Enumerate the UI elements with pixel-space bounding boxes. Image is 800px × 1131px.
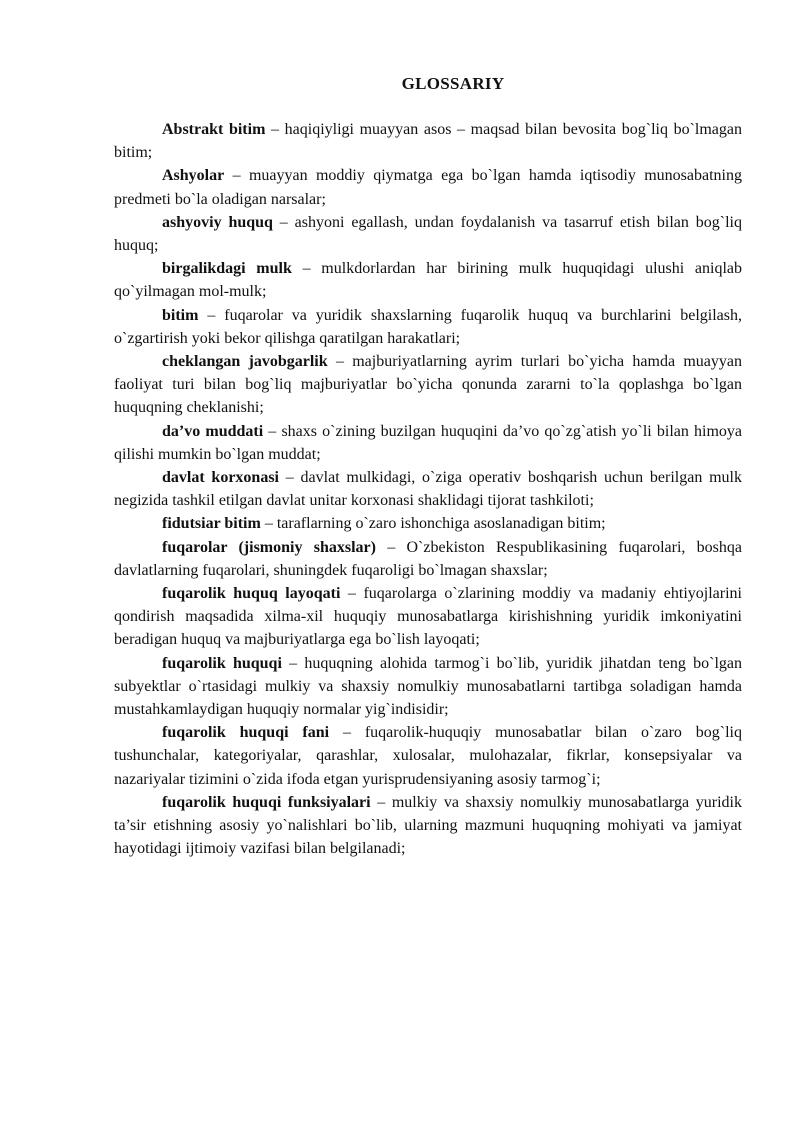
- glossary-definition: – mulkiy va shaxsiy nomulkiy munosabatlarga yuridik ta’sir etishning asosiy yo`nalishlari bo`lib, ularning mazmuni huquqning mohiyati va jamiyat hayotidagi ijtimoiy vazifasi bilan belgilanadi;: [114, 793, 742, 858]
- glossary-term: Ashyolar: [162, 167, 225, 185]
- glossary-term: birgalikdagi mulk: [162, 260, 292, 278]
- glossary-entry: [114, 118, 742, 164]
- glossary-entry: [114, 257, 742, 303]
- glossary-definition: – fuqarolik-huquqiy munosabatlar bilan o`zaro bog`liq tushunchalar, kategoriyalar, qarashlar, xulosalar, mulohazalar, fikrlar, konsepsiyalar va nazariyalar tizimini o`zida ifoda etgan yurisprudensiyaning asosiy tarmog`i;: [114, 724, 742, 788]
- glossary-entry: [114, 582, 742, 652]
- glossary-definition: – haqiqiyligi muayyan asos – maqsad bilan bevosita bog`liq bo`lmagan bitim;: [114, 121, 743, 162]
- document-page: [114, 74, 742, 861]
- glossary-term: fuqarolik huquq layoqati: [162, 585, 341, 603]
- glossary-entry: [114, 512, 742, 535]
- glossary-term: bitim: [162, 306, 199, 324]
- glossary-entry: [114, 536, 742, 582]
- glossary-entry: [114, 164, 742, 210]
- glossary-entry: [114, 791, 742, 861]
- glossary-definition: – shaxs o`zining buzilgan huquqini da’vo qo`zg`atish yo`li bilan himoya qilishi mumkin bo`lgan muddat;: [114, 422, 743, 463]
- glossary-entry: [114, 652, 742, 722]
- glossary-list: [114, 118, 742, 861]
- page-title: GLOSSARIY: [401, 74, 505, 93]
- glossary-definition: – taraflarning o`zaro ishonchiga asoslanadigan bitim;: [260, 515, 606, 533]
- glossary-entry: [114, 304, 742, 350]
- glossary-term: Abstrakt bitim: [162, 121, 266, 138]
- glossary-definition: – mulkdorlardan har birining mulk huquqidagi ulushi aniqlab qo`yilmagan mol-mulk;: [114, 260, 742, 301]
- glossary-definition: – O`zbekiston Respublikasining fuqarolari, boshqa davlatlarning fuqarolari, shuningdek fuqaroligi bo`lmagan shaxslar;: [114, 538, 742, 579]
- glossary-term: ashyoviy huquq: [162, 213, 273, 231]
- glossary-entry: [114, 721, 742, 791]
- glossary-definition: – majburiyatlarning ayrim turlari bo`yicha hamda muayyan faoliyat turi bilan bog`liq majburiyatlar bo`yicha qonunda zararni to`la qoplashga bo`lgan huquqning cheklanishi;: [114, 353, 742, 417]
- glossary-term: fuqarolik huquqi fani: [162, 724, 330, 742]
- glossary-definition: – fuqarolar va yuridik shaxslarning fuqarolik huquq va burchlarini belgilash, o`zgartirish yoki bekor qilishga qaratilgan harakatlari;: [114, 306, 742, 347]
- glossary-term: fuqarolar (jismoniy shaxslar): [162, 538, 376, 556]
- glossary-entry: [114, 420, 742, 466]
- glossary-term: davlat korxonasi: [162, 469, 280, 487]
- glossary-entry: [114, 211, 742, 257]
- glossary-term: da’vo muddati: [162, 422, 264, 440]
- glossary-entry: [114, 350, 742, 420]
- glossary-term: fuqarolik huquqi: [162, 654, 282, 672]
- glossary-term: fidutsiar bitim: [162, 515, 261, 533]
- glossary-definition: – fuqarolarga o`zlarining moddiy va madaniy ehtiyojlarini qondirish maqsadida xilma-xil huquqiy munosabatlarga kirishishning yuridik imkoniyatini beradigan huquq va majburiyatlarga ega bo`lish layoqati;: [114, 585, 742, 649]
- glossary-definition: – muayyan moddiy qiymatga ega bo`lgan hamda iqtisodiy munosabatning predmeti bo`la oladigan narsalar;: [114, 167, 742, 208]
- glossary-definition: – ashyoni egallash, undan foydalanish va tasarruf etish bilan bog`liq huquq;: [114, 213, 742, 255]
- glossary-entry: [114, 466, 742, 512]
- glossary-definition: – davlat mulkidagi, o`ziga operativ boshqarish uchun berilgan mulk negizida tashkil etilgan davlat unitar korxonasi shaklidagi tijorat tashkiloti;: [114, 469, 742, 510]
- glossary-definition: – huquqning alohida tarmog`i bo`lib, yuridik jihatdan teng bo`lgan subyektlar o`rtasidagi mulkiy va shaxsiy nomulkiy munosabatlarni tartibga soladigan hamda mustahkamlaydigan huquqiy normalar yig`indisidir;: [114, 654, 743, 719]
- glossary-term: cheklangan javobgarlik: [162, 353, 328, 371]
- glossary-term: fuqarolik huquqi funksiyalari: [162, 793, 371, 811]
